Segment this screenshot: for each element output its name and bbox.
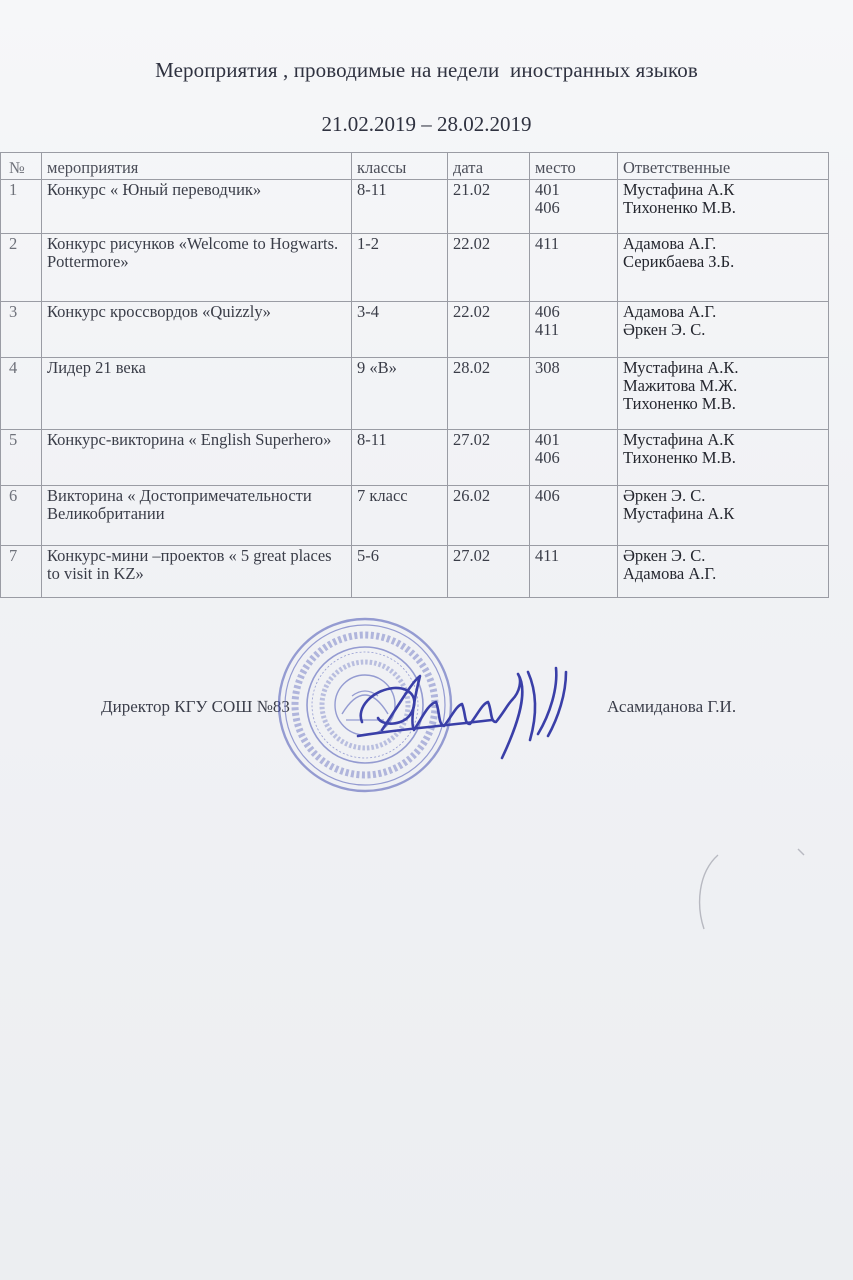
place-room: 411	[535, 320, 560, 339]
row-event: Конкурс-викторина « English Superhero»	[42, 430, 352, 486]
row-responsible	[618, 234, 829, 302]
row-classes: 7 класс	[352, 486, 448, 546]
row-event: Викторина « Достопримечательности Великобритании	[42, 486, 352, 546]
header-place: место	[530, 153, 618, 180]
row-event: Конкурс-мини –проектов « 5 great places to visit in KZ»	[42, 546, 352, 598]
row-date: 22.02	[448, 234, 530, 302]
row-number: 4	[1, 358, 42, 430]
row-responsible	[618, 180, 829, 234]
header-event: мероприятия	[42, 153, 352, 180]
table-row	[1, 430, 829, 486]
row-place	[530, 486, 618, 546]
row-number: 7	[1, 546, 42, 598]
row-place	[530, 546, 618, 598]
responsible-person: Адамова А.Г.	[623, 302, 717, 321]
responsible-person: Адамова А.Г.	[623, 564, 717, 583]
row-event: Конкурс « Юный переводчик»	[42, 180, 352, 234]
row-responsible	[618, 430, 829, 486]
responsible-person: Мустафина А.К	[623, 430, 735, 449]
document-dates: 21.02.2019 – 28.02.2019	[321, 112, 532, 136]
responsible-person: Тихоненко М.В.	[623, 394, 736, 413]
table-row	[1, 180, 829, 234]
signature	[352, 660, 582, 770]
responsible-person: Мажитова М.Ж.	[623, 376, 738, 395]
place-room: 406	[535, 448, 560, 467]
place-room: 406	[535, 486, 560, 505]
row-classes: 3-4	[352, 302, 448, 358]
row-date: 22.02	[448, 302, 530, 358]
row-number: 3	[1, 302, 42, 358]
header-classes: классы	[352, 153, 448, 180]
responsible-person: Адамова А.Г.	[623, 234, 717, 253]
row-place	[530, 234, 618, 302]
row-classes: 8-11	[352, 180, 448, 234]
table-row	[1, 358, 829, 430]
table-row	[1, 234, 829, 302]
row-date: 28.02	[448, 358, 530, 430]
row-place	[530, 180, 618, 234]
responsible-person: Әркен Э. С.	[623, 486, 706, 505]
row-number: 5	[1, 430, 42, 486]
place-room: 308	[535, 358, 560, 377]
place-room: 411	[535, 546, 560, 565]
table-row	[1, 486, 829, 546]
row-date: 27.02	[448, 430, 530, 486]
pen-mark	[688, 845, 818, 935]
row-event: Лидер 21 века	[42, 358, 352, 430]
row-place	[530, 302, 618, 358]
row-responsible	[618, 358, 829, 430]
responsible-person: Мустафина А.К	[623, 180, 735, 199]
director-name: Асамиданова Г.И.	[607, 697, 737, 716]
header-date: дата	[448, 153, 530, 180]
table-row	[1, 546, 829, 598]
events-table	[0, 152, 829, 598]
row-number: 6	[1, 486, 42, 546]
header-responsible: Ответственные	[618, 153, 829, 180]
responsible-person: Мустафина А.К	[623, 504, 735, 523]
table-header-row	[1, 153, 829, 180]
director-position: Директор КГУ СОШ №83	[101, 697, 290, 716]
place-room: 406	[535, 198, 560, 217]
row-event: Конкурс кроссвордов «Quizzly»	[42, 302, 352, 358]
responsible-person: Тихоненко М.В.	[623, 198, 736, 217]
responsible-person: Тихоненко М.В.	[623, 448, 736, 467]
row-classes: 1-2	[352, 234, 448, 302]
row-place	[530, 430, 618, 486]
row-responsible	[618, 302, 829, 358]
table-row	[1, 302, 829, 358]
place-room: 401	[535, 180, 560, 199]
row-date: 21.02	[448, 180, 530, 234]
responsible-person: Әркен Э. С.	[623, 546, 706, 565]
row-event: Конкурс рисунков «Welcome to Hogwarts. Pottermore»	[42, 234, 352, 302]
header-number: №	[1, 153, 42, 180]
responsible-person: Әркен Э. С.	[623, 320, 706, 339]
place-room: 401	[535, 430, 560, 449]
row-classes: 8-11	[352, 430, 448, 486]
row-place	[530, 358, 618, 430]
responsible-person: Серикбаева З.Б.	[623, 252, 735, 271]
row-classes: 9 «В»	[352, 358, 448, 430]
row-date: 26.02	[448, 486, 530, 546]
row-date: 27.02	[448, 546, 530, 598]
row-number: 2	[1, 234, 42, 302]
row-responsible	[618, 486, 829, 546]
place-room: 411	[535, 234, 560, 253]
row-classes: 5-6	[352, 546, 448, 598]
document-title: Мероприятия , проводимые на недели иностранных языков	[155, 58, 698, 82]
row-number: 1	[1, 180, 42, 234]
place-room: 406	[535, 302, 560, 321]
responsible-person: Мустафина А.К.	[623, 358, 739, 377]
row-responsible	[618, 546, 829, 598]
